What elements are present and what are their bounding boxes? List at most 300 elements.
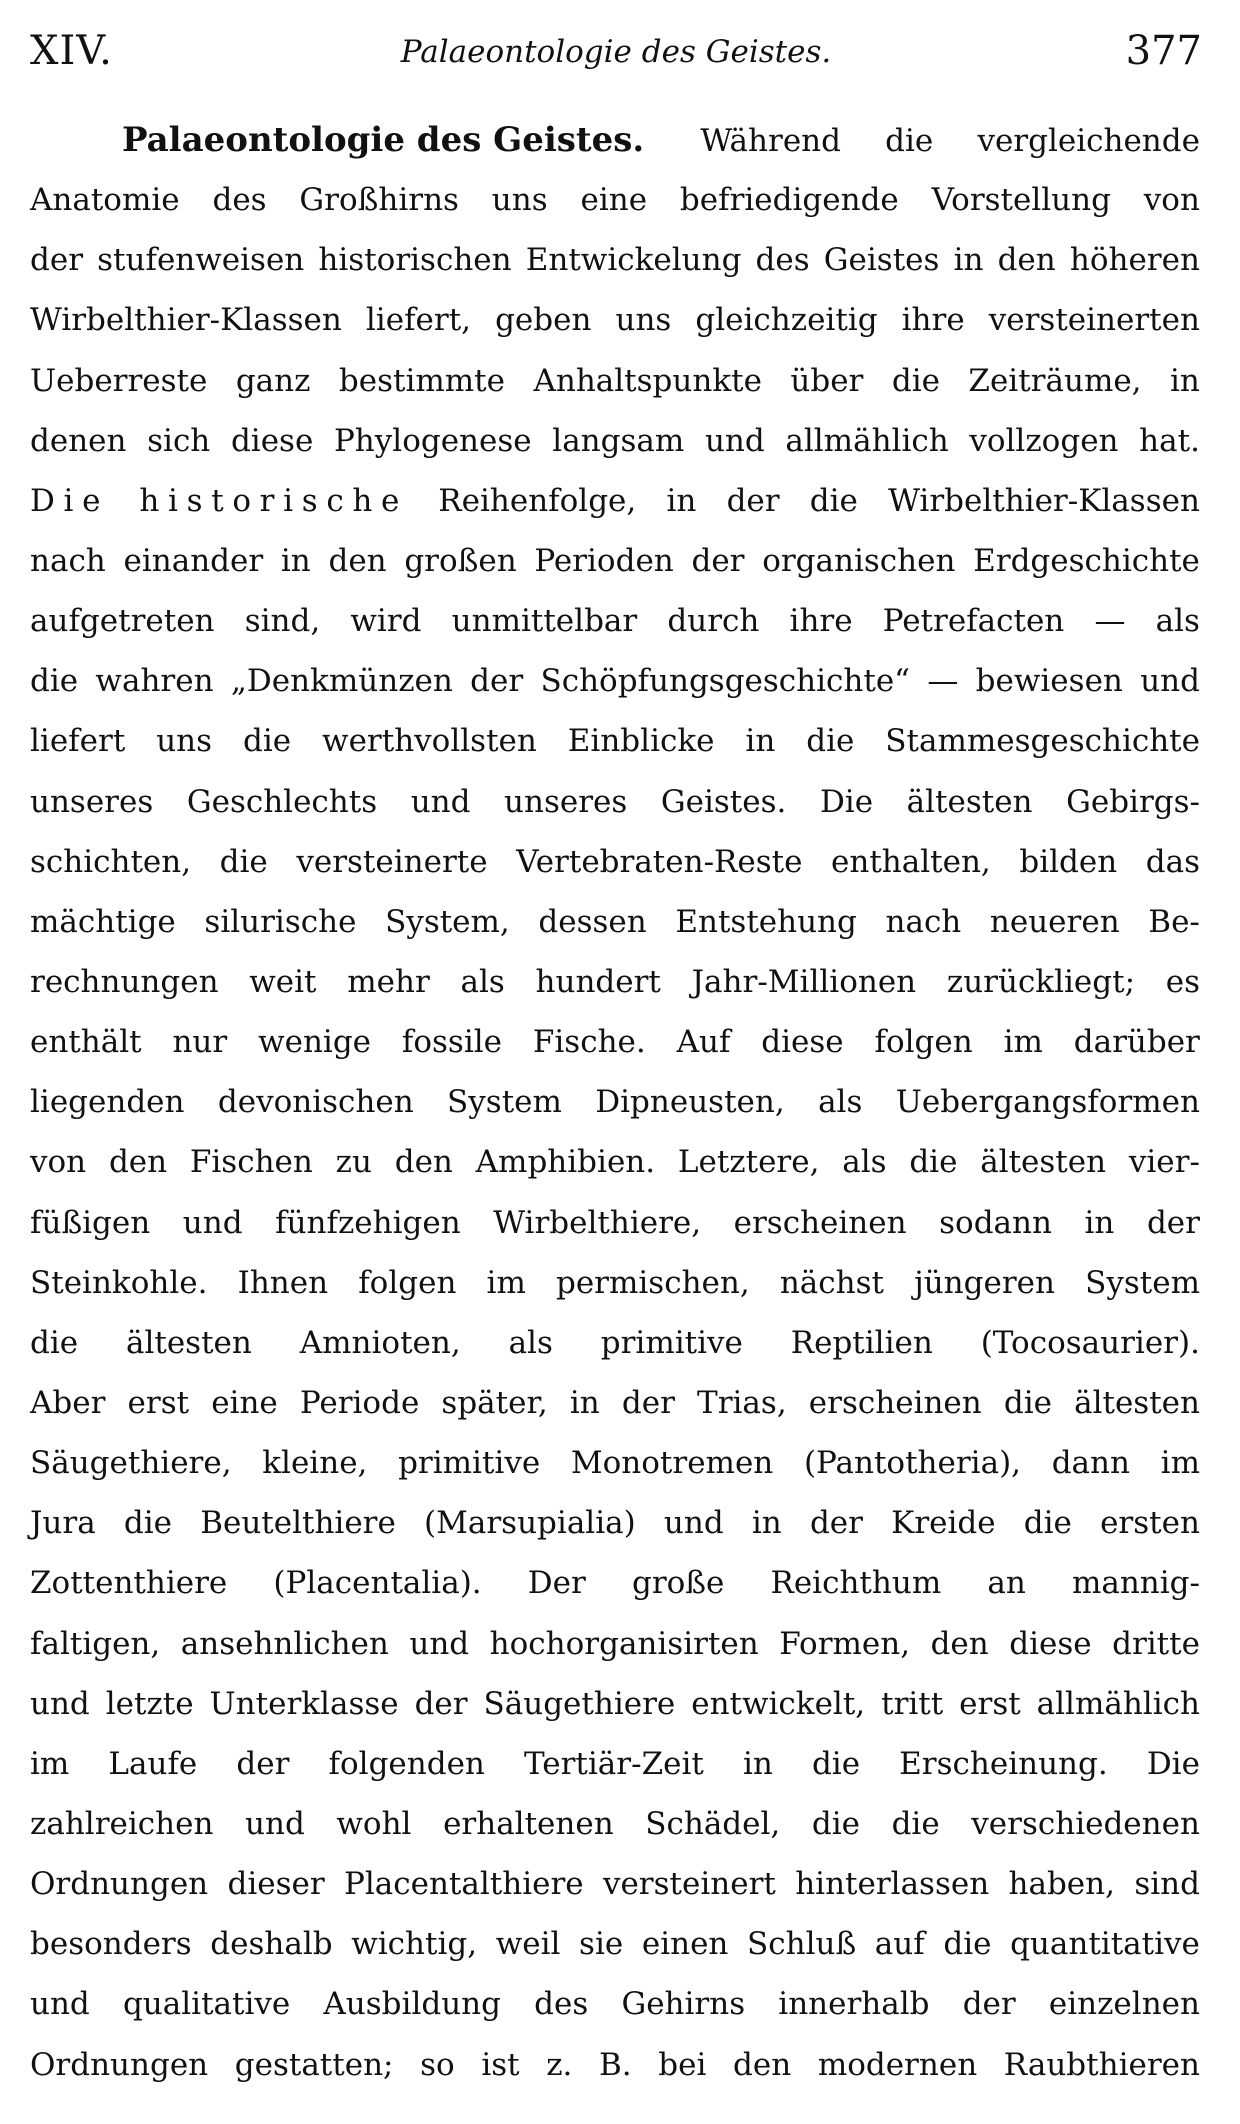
word: tritt <box>881 1685 944 1722</box>
word: dessen <box>538 903 647 940</box>
word: bilden <box>1019 843 1118 880</box>
word: Ihnen <box>237 1264 329 1301</box>
word: als <box>842 1144 887 1181</box>
word: den <box>733 2046 792 2083</box>
word: Die <box>819 783 874 820</box>
word: Vertebraten-Reste <box>516 843 803 880</box>
word: ihre <box>789 603 853 640</box>
word: Jahr-Millionen <box>691 963 917 1000</box>
text-line <box>30 1914 1200 1974</box>
word: vier- <box>1128 1144 1200 1181</box>
word: Kreide <box>891 1505 996 1542</box>
word: historischen <box>318 242 512 279</box>
word: die <box>806 723 855 760</box>
word: entwickelt, <box>691 1685 866 1722</box>
word: Zeiträume, <box>968 362 1142 399</box>
word: unseres <box>30 783 154 820</box>
word: aufgetreten <box>30 603 215 640</box>
word: in <box>742 1745 773 1782</box>
word: organischen <box>762 542 956 579</box>
word: Vorstellung <box>931 182 1111 219</box>
word: mannig- <box>1071 1565 1200 1602</box>
word: später, <box>441 1384 548 1421</box>
word: (Marsupialia) <box>424 1505 636 1542</box>
word: erst <box>959 1685 1021 1722</box>
word: Anhaltspunkte <box>533 362 762 399</box>
word: Wirbelthier-Klassen <box>30 302 342 339</box>
word: wird <box>350 603 422 640</box>
text-line <box>30 1132 1200 1192</box>
word: weil <box>495 1926 561 1963</box>
text-line <box>30 591 1200 651</box>
word: die <box>1003 1384 1052 1421</box>
word: (Tocosaurier). <box>980 1324 1200 1361</box>
word: deshalb <box>210 1926 333 1963</box>
running-title: Palaeontologie des Geistes. <box>400 34 832 70</box>
word: den <box>394 1144 453 1181</box>
word: „Denkmünzen <box>230 663 453 700</box>
word: höheren <box>1069 242 1200 279</box>
word: Ordnungen <box>30 2046 209 2083</box>
word: folgen <box>874 1024 973 1061</box>
word: des <box>212 182 267 219</box>
word: über <box>790 362 864 399</box>
word: ansehnlichen <box>180 1625 389 1662</box>
word: vergleichende <box>977 123 1200 159</box>
text-line <box>30 1794 1200 1854</box>
text-line <box>30 711 1200 771</box>
word: diese <box>230 422 314 459</box>
text-line <box>30 651 1200 711</box>
word: liegenden <box>30 1084 185 1121</box>
text-line <box>30 832 1200 892</box>
word: uns <box>491 182 548 219</box>
word: Entstehung <box>675 903 857 940</box>
word: — <box>1094 603 1126 640</box>
text-line <box>30 351 1200 411</box>
word: Geistes <box>823 242 940 279</box>
word: schichten, <box>30 843 192 880</box>
text-line <box>30 170 1200 230</box>
word: System <box>1085 1264 1200 1301</box>
word: in <box>751 1505 782 1542</box>
word: (Pantotheria), <box>803 1445 1022 1482</box>
word: hinterlassen <box>795 1866 990 1903</box>
word: einander <box>123 542 264 579</box>
word: in <box>280 542 311 579</box>
word: fossile <box>401 1024 503 1061</box>
word: Periode <box>299 1384 420 1421</box>
word: einen <box>641 1926 729 1963</box>
word: System, <box>385 903 510 940</box>
word: Be- <box>1148 903 1200 940</box>
word: und <box>409 1625 470 1662</box>
word: die <box>811 1745 861 1782</box>
word: Geschlechts <box>186 783 378 820</box>
word: allmählich <box>1036 1685 1200 1722</box>
text-line <box>30 290 1200 350</box>
word: folgen <box>358 1264 457 1301</box>
word: Letztere, <box>677 1144 820 1181</box>
word: im <box>486 1264 526 1301</box>
word: versteinerten <box>988 302 1200 339</box>
word: Der <box>527 1565 586 1602</box>
word: Erscheinung. <box>899 1745 1108 1782</box>
text-line <box>30 1313 1200 1373</box>
word: wichtig, <box>351 1926 478 1963</box>
word: der <box>30 242 84 279</box>
word: werthvollsten <box>322 723 537 760</box>
word: Ausbildung <box>323 1986 501 2023</box>
word: die <box>30 663 79 700</box>
word: fünfzehigen <box>275 1204 461 1241</box>
word: dann <box>1051 1445 1130 1482</box>
word: den <box>328 542 387 579</box>
word: befriedigende <box>679 182 899 219</box>
word: die <box>219 843 268 880</box>
text-line <box>30 1433 1200 1493</box>
word: der <box>470 663 524 700</box>
word: ältesten <box>980 1144 1107 1181</box>
word: Geistes. <box>660 783 787 820</box>
word: vollzogen <box>969 422 1119 459</box>
word: modernen <box>817 2046 978 2083</box>
word: Einblicke <box>567 723 715 760</box>
word: jüngeren <box>914 1264 1055 1301</box>
word: Petrefacten <box>882 603 1065 640</box>
word: so <box>420 2046 455 2083</box>
word: die <box>885 123 934 159</box>
word: liefert <box>30 723 126 760</box>
text-line <box>30 772 1200 832</box>
word: faltigen, <box>30 1625 161 1662</box>
word: wahren <box>95 663 214 700</box>
word: ältesten <box>1074 1384 1200 1421</box>
text-line <box>30 1854 1200 1914</box>
word: gestatten; <box>234 2046 394 2083</box>
word: liefert, <box>365 302 472 339</box>
word: Reptilien <box>790 1324 933 1361</box>
word: es <box>1165 963 1200 1000</box>
word: quantitative <box>1010 1926 1200 1963</box>
word: hochorganisirten <box>489 1625 759 1662</box>
word: bei <box>658 2046 707 2083</box>
word: des <box>534 1986 589 2023</box>
word: Stammesgeschichte <box>885 723 1200 760</box>
word: erscheinen <box>733 1204 907 1241</box>
word: Ueberreste <box>30 362 208 399</box>
word: der <box>726 482 780 519</box>
text-line <box>30 1072 1200 1132</box>
word: im <box>30 1745 70 1782</box>
word: dritte <box>1112 1625 1200 1662</box>
word: besonders <box>30 1926 192 1963</box>
word: primitive <box>398 1445 541 1482</box>
word: letzte <box>105 1685 194 1722</box>
word: in <box>953 242 984 279</box>
text-line <box>30 1012 1200 1072</box>
word: Placentalthiere <box>343 1866 584 1903</box>
word: Schluß <box>747 1926 857 1963</box>
word: im <box>1160 1445 1200 1482</box>
word: primitive <box>600 1324 743 1361</box>
word: unmittelbar <box>451 603 638 640</box>
word: diese <box>761 1024 844 1061</box>
word: den <box>108 1144 168 1181</box>
word: uns <box>615 302 672 339</box>
text-line <box>30 531 1200 591</box>
word: die <box>811 1805 860 1842</box>
word: Während <box>700 123 841 159</box>
word: Zottenthiere <box>30 1565 228 1602</box>
text-line <box>30 2035 1200 2095</box>
word: Säugethiere <box>483 1685 676 1722</box>
word: Monotremen <box>570 1445 774 1482</box>
word: Perioden <box>534 542 674 579</box>
word: und <box>1140 663 1200 700</box>
word: Schädel, <box>645 1805 781 1842</box>
text-line <box>30 1553 1200 1613</box>
word: darüber <box>1073 1024 1200 1061</box>
word: füßigen <box>30 1204 151 1241</box>
word: erhaltenen <box>443 1805 614 1842</box>
text-line <box>30 1493 1200 1553</box>
word: Fische. <box>532 1024 646 1061</box>
text-line <box>30 892 1200 952</box>
word: unseres <box>504 783 628 820</box>
word: Beutelthiere <box>200 1505 396 1542</box>
word: sind <box>1134 1866 1200 1903</box>
word: dieser <box>227 1866 325 1903</box>
word: mächtige <box>30 903 176 940</box>
word: devonischen <box>217 1084 414 1121</box>
word: Entwickelung <box>525 242 742 279</box>
word: zu <box>335 1144 372 1181</box>
word: im <box>1003 1024 1043 1061</box>
word: erst <box>127 1384 190 1421</box>
page-number: 377 <box>1125 28 1202 74</box>
word: Raubthieren <box>1003 2046 1200 2083</box>
word: das <box>1145 843 1200 880</box>
word: und <box>30 1685 90 1722</box>
word: Gebirgs- <box>1066 783 1200 820</box>
word: enthält <box>30 1024 142 1061</box>
word: enthalten, <box>831 843 991 880</box>
word: zahlreichen <box>30 1805 214 1842</box>
text-line <box>30 1614 1200 1674</box>
word: sind, <box>244 603 321 640</box>
word: Die <box>1146 1745 1200 1782</box>
word: versteinert <box>602 1866 776 1903</box>
chapter-number: XIV. <box>30 28 113 74</box>
word: als <box>818 1084 863 1121</box>
word: große <box>631 1565 725 1602</box>
word: eine <box>580 182 648 219</box>
word: Unterklasse <box>209 1685 399 1722</box>
word: Auf <box>676 1024 731 1061</box>
text-line <box>30 1674 1200 1734</box>
word: allmählich <box>785 422 949 459</box>
word: nur <box>172 1024 228 1061</box>
text-line <box>30 952 1200 1012</box>
word: Steinkohle. <box>30 1264 208 1301</box>
word: und <box>704 422 765 459</box>
word: sodann <box>939 1204 1052 1241</box>
word: der <box>236 1745 290 1782</box>
word: von <box>1143 182 1200 219</box>
word: als <box>1155 603 1200 640</box>
word: hat. <box>1139 422 1200 459</box>
word: und <box>410 783 471 820</box>
word: die <box>809 482 858 519</box>
word: diese <box>1009 1625 1092 1662</box>
word: Wirbelthier-Klassen <box>888 482 1200 519</box>
running-head <box>30 28 1202 78</box>
word: mehr <box>347 963 430 1000</box>
section-heading: Palaeontologie des Geistes. <box>122 120 645 160</box>
word: kleine, <box>262 1445 368 1482</box>
word: — <box>927 663 959 700</box>
word: verschiedenen <box>971 1805 1200 1842</box>
word: ersten <box>1100 1505 1200 1542</box>
word: Wirbelthiere, <box>493 1204 702 1241</box>
word: Formen, <box>779 1625 911 1662</box>
word: in <box>666 482 697 519</box>
text-line <box>30 1734 1200 1794</box>
word: Tertiär-Zeit <box>524 1745 704 1782</box>
text-line <box>30 471 1200 531</box>
word: und <box>182 1204 243 1241</box>
word: haben, <box>1008 1866 1115 1903</box>
text-line <box>30 230 1200 290</box>
word: Aber <box>30 1384 106 1421</box>
word: in <box>1084 1204 1115 1241</box>
word: stufenweisen <box>97 242 305 279</box>
word: (Placentalia). <box>273 1565 482 1602</box>
word: Ordnungen <box>30 1866 209 1903</box>
word: den <box>997 242 1056 279</box>
word: Erdgeschichte <box>973 542 1200 579</box>
word: Amnioten, <box>299 1324 461 1361</box>
word: silurische <box>204 903 357 940</box>
word: den <box>930 1625 989 1662</box>
word: auf <box>874 1926 925 1963</box>
word: in <box>569 1384 600 1421</box>
word: eine <box>211 1384 278 1421</box>
word: Dipneusten, <box>595 1084 785 1121</box>
word: die <box>30 1324 79 1361</box>
text-line <box>30 1373 1200 1433</box>
word: Großhirns <box>299 182 459 219</box>
word: Jura <box>30 1505 96 1542</box>
word: durch <box>667 603 760 640</box>
word: und <box>663 1505 724 1542</box>
word: Säugethiere, <box>30 1445 232 1482</box>
word: permischen, <box>555 1264 750 1301</box>
word: qualitative <box>122 1986 291 2023</box>
word: in <box>745 723 776 760</box>
word: Anatomie <box>30 182 180 219</box>
word: Uebergangsformen <box>895 1084 1200 1121</box>
word: ihre <box>901 302 965 339</box>
word: geben <box>495 302 592 339</box>
word: B. <box>599 2046 632 2083</box>
word: wenige <box>258 1024 372 1061</box>
word: bestimmte <box>338 362 505 399</box>
word: einzelnen <box>1048 1986 1200 2023</box>
word: versteinerte <box>296 843 488 880</box>
word: als <box>508 1324 553 1361</box>
word: denen <box>30 422 127 459</box>
word: Laufe <box>108 1745 198 1782</box>
word: neueren <box>989 903 1120 940</box>
word: Trias, <box>697 1384 787 1421</box>
word: zurückliegt; <box>946 963 1136 1000</box>
text-line <box>30 411 1200 471</box>
word: z. <box>546 2046 573 2083</box>
word: ältesten <box>906 783 1033 820</box>
word: Reihenfolge, <box>438 482 637 519</box>
text-line <box>30 1193 1200 1253</box>
word: die <box>891 362 940 399</box>
word: weit <box>249 963 317 1000</box>
word: nach <box>30 542 106 579</box>
word: nächst <box>779 1264 884 1301</box>
word: an <box>987 1565 1026 1602</box>
word: uns <box>156 723 213 760</box>
word: nach <box>885 903 962 940</box>
word: die <box>1023 1505 1072 1542</box>
word: ältesten <box>125 1324 252 1361</box>
word: die <box>909 1144 958 1181</box>
text-line <box>30 110 1200 170</box>
word: System <box>447 1084 562 1121</box>
word: Die <box>30 482 110 519</box>
word: von <box>30 1144 87 1181</box>
word: sie <box>579 1926 624 1963</box>
word: der <box>1146 1204 1200 1241</box>
word: wohl <box>336 1805 412 1842</box>
word: Gehirns <box>621 1986 746 2023</box>
word: die <box>123 1505 172 1542</box>
word: ist <box>481 2046 520 2083</box>
word: in <box>1170 362 1200 399</box>
word: Reichthum <box>770 1565 942 1602</box>
word: und <box>30 1986 90 2023</box>
word: der <box>809 1505 863 1542</box>
word: gleichzeitig <box>695 302 878 339</box>
text-line <box>30 1253 1200 1313</box>
word: Fischen <box>189 1144 313 1181</box>
word: der <box>414 1685 468 1722</box>
word: der <box>962 1986 1016 2023</box>
word: erscheinen <box>808 1384 982 1421</box>
word: die <box>943 1926 992 1963</box>
word: ganz <box>235 362 311 399</box>
word: rechnungen <box>30 963 219 1000</box>
word: des <box>755 242 810 279</box>
word: innerhalb <box>778 1986 930 2023</box>
word: großen <box>404 542 517 579</box>
word: historische <box>139 482 409 519</box>
body-text <box>30 110 1200 2095</box>
word: bewiesen <box>975 663 1123 700</box>
word: langsam <box>552 422 685 459</box>
word: folgenden <box>328 1745 485 1782</box>
word: die <box>891 1805 940 1842</box>
word: der <box>691 542 745 579</box>
word: Amphibien. <box>475 1144 656 1181</box>
